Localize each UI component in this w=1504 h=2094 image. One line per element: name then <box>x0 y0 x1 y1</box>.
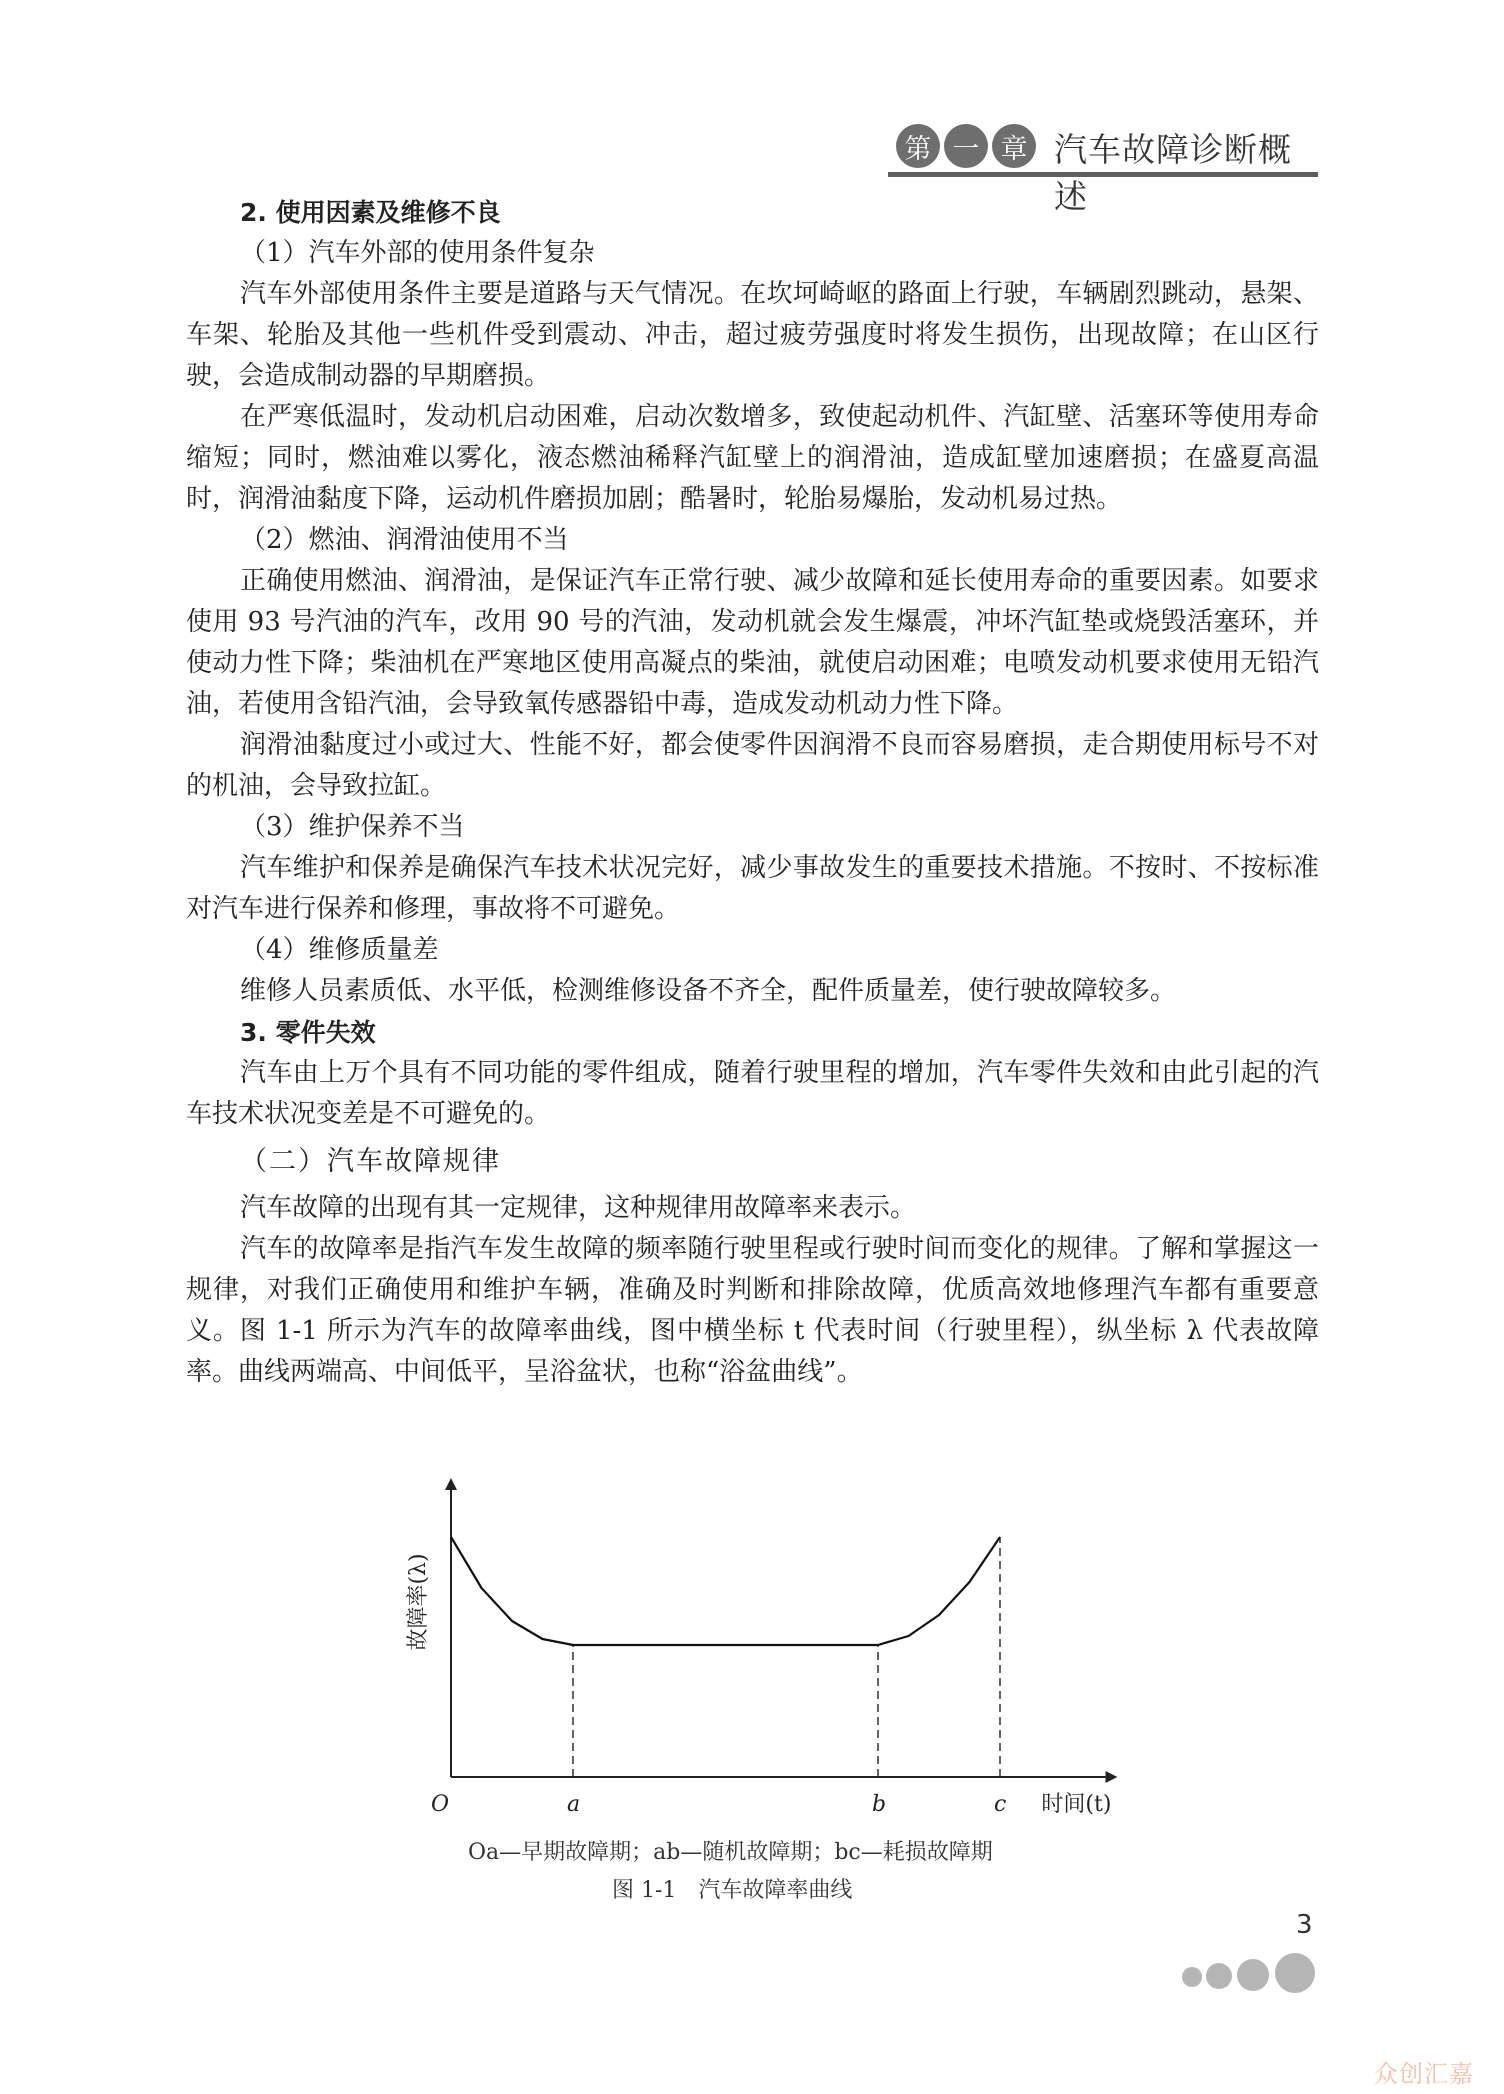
chapter-marks <box>896 124 1040 168</box>
figure-legend: Oa—早期故障期；ab—随机故障期；bc—耗损故障期 <box>468 1840 993 1865</box>
item-heading: （2）燃油、润滑油使用不当 <box>240 525 569 555</box>
section-heading: 3. 零件失效 <box>240 1018 376 1047</box>
y-axis-label: 故障率(λ) <box>406 1553 431 1651</box>
footer-dot <box>1182 1967 1202 1987</box>
chapter-mark: 一 <box>944 124 988 168</box>
footer-dot <box>1237 1959 1269 1991</box>
chapter-title: 汽车故障诊断概述 <box>1054 130 1292 216</box>
paragraph: 汽车的故障率是指汽车发生故障的频率随行驶里程或行驶时间而变化的规律。了解和掌握这一规律，对我们正确使用和维护车辆，准确及时判断和排除故障，优质高效地修理汽车都有重要意义。图 1-1 所示为汽车的故障率曲线，图中横坐标 t 代表时间（行驶里程），纵坐标 λ 代表故障率。曲线两端高、中间低平，呈浴盆状，也称“浴盆曲线”。 <box>186 1234 1319 1387</box>
item-heading: （1）汽车外部的使用条件复杂 <box>240 238 595 268</box>
paragraph: 汽车故障的出现有其一定规律，这种规律用故障率来表示。 <box>240 1193 917 1223</box>
subsection-heading: （二）汽车故障规律 <box>240 1146 501 1177</box>
paragraph: 润滑油黏度过小或过大、性能不好，都会使零件因润滑不良而容易磨损，走合期使用标号不对的机油，会导致拉缸。 <box>186 730 1319 801</box>
bathtub-chart <box>395 1472 1112 1832</box>
x-tick-label: c <box>994 1792 1007 1817</box>
item-heading: （4）维修质量差 <box>240 935 439 965</box>
x-tick-label: b <box>872 1792 887 1817</box>
chapter-mark: 第 <box>896 124 940 168</box>
paragraph: 维修人员素质低、水平低，检测维修设备不齐全，配件质量差，使行驶故障较多。 <box>240 976 1177 1006</box>
watermark: 众创汇嘉 <box>1374 2060 1474 2088</box>
header-rule <box>888 172 1318 177</box>
chapter-header <box>888 120 1318 216</box>
failure-rate-curve <box>451 1537 1000 1645</box>
paragraph: 汽车由上万个具有不同功能的零件组成，随着行驶里程的增加，汽车零件失效和由此引起的汽车技术状况变差是不可避免的。 <box>186 1058 1319 1129</box>
footer-dot <box>1275 1953 1315 1993</box>
section-heading: 2. 使用因素及维修不良 <box>240 198 501 227</box>
paragraph: 汽车外部使用条件主要是道路与天气情况。在坎坷崎岖的路面上行驶，车辆剧烈跳动，悬架、车架、轮胎及其他一些机件受到震动、冲击，超过疲劳强度时将发生损伤，出现故障；在山区行驶，会造成制动器的早期磨损。 <box>186 279 1319 391</box>
x-tick-label: O <box>431 1792 450 1817</box>
paragraph: 在严寒低温时，发动机启动困难，启动次数增多，致使起动机件、汽缸壁、活塞环等使用寿命缩短；同时，燃油难以雾化，液态燃油稀释汽缸壁上的润滑油，造成缸壁加速磨损；在盛夏高温时，润滑油黏度下降，运动机件磨损加剧；酷暑时，轮胎易爆胎，发动机易过热。 <box>186 402 1319 514</box>
footer-dot <box>1206 1963 1232 1989</box>
x-tick-label: a <box>567 1792 581 1817</box>
x-axis-label: 时间(t) <box>1041 1792 1112 1817</box>
paragraph: 汽车维护和保养是确保汽车技术状况完好，减少事故发生的重要技术措施。不按时、不按标准对汽车进行保养和修理，事故将不可避免。 <box>186 853 1319 924</box>
footer-dots-decoration <box>1182 1953 1322 1999</box>
figure-caption: 图 1-1 汽车故障率曲线 <box>612 1878 853 1903</box>
page-number: 3 <box>1296 1910 1313 1940</box>
body-text <box>186 192 1319 1393</box>
item-heading: （3）维护保养不当 <box>240 812 465 842</box>
paragraph: 正确使用燃油、润滑油，是保证汽车正常行驶、减少故障和延长使用寿命的重要因素。如要求使用 93 号汽油的汽车，改用 90 号的汽油，发动机就会发生爆震，冲坏汽缸垫或烧毁活塞环，并使动力性下降；柴油机在严寒地区使用高凝点的柴油，就使启动困难；电喷发动机要求使用无铅汽油，若使用含铅汽油，会导致氧传感器铅中毒，造成发动机动力性下降。 <box>186 566 1319 719</box>
chapter-mark: 章 <box>992 124 1036 168</box>
